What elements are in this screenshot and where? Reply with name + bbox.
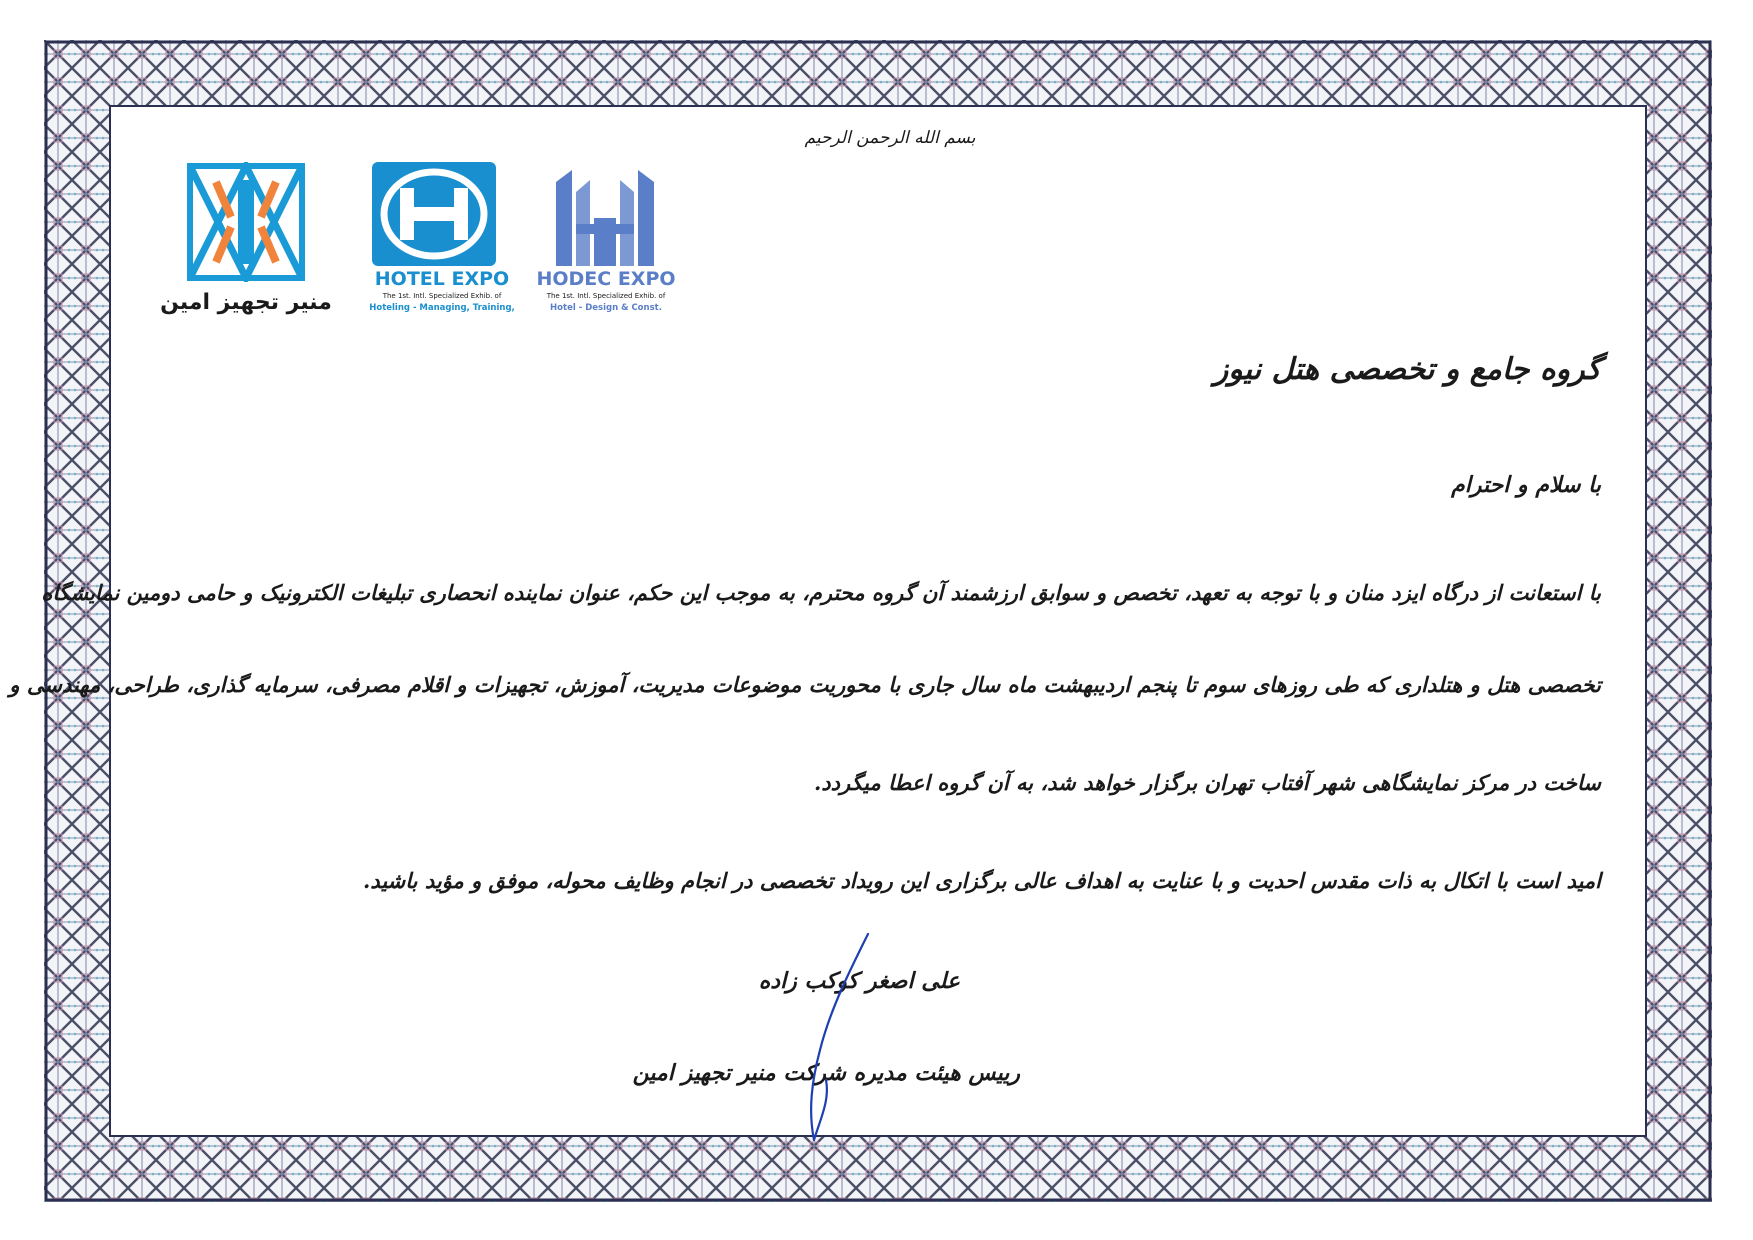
greeting: با سلام و احترام — [1451, 472, 1601, 498]
hotel-expo-subtitle: Hoteling - Managing, Training, — [369, 303, 515, 313]
hodec-expo-logo — [536, 162, 676, 322]
amin-logo-text: منیر تجهیز امین — [160, 290, 332, 315]
amin-logo-mark — [186, 162, 306, 282]
handwritten-signature — [790, 930, 880, 1150]
addressee: گروه جامع و تخصصی هتل نیوز — [1213, 352, 1601, 387]
hodec-expo-mark — [550, 162, 660, 266]
hotel-expo-title: HOTEL EXPO — [374, 268, 510, 290]
hotel-expo-logo — [362, 162, 522, 322]
hodec-expo-tagline: The 1st. Intl. Specialized Exhib. of — [546, 292, 666, 300]
hodec-expo-subtitle: Hotel - Design & Const. — [550, 303, 662, 313]
body-line: با استعانت از درگاه ایزد منان و با توجه به تعهد، تخصص و سوابق ارزشمند آن گروه محترم، به موجب این حکم، عنوان نماینده انحصاری تبلیغات الکترونیک و حامی دومین نمایشگاه — [41, 580, 1601, 605]
body-line: امید است با اتکال به ذات مقدس احدیت و با عنایت به اهداف عالی برگزاری این رویداد تخصصی در انجام وظایف محوله، موفق و مؤید باشید. — [363, 868, 1601, 893]
body-line: ساخت در مرکز نمایشگاهی شهر آفتاب تهران برگزار خواهد شد، به آن گروه اعطا میگردد. — [813, 770, 1601, 795]
signer-name: علی اصغر کوکب زاده — [758, 968, 960, 994]
hotel-expo-tagline: The 1st. Intl. Specialized Exhib. of — [382, 292, 502, 300]
amin-logo — [156, 160, 336, 330]
body-line: تخصصی هتل و هتلداری که طی روزهای سوم تا پنجم اردیبهشت ماه سال جاری با محوریت موضوعات مدیریت، آموزش، تجهیزات و اقلام مصرفی، سرمایه گذاری، طراحی، مهندسی و — [9, 672, 1601, 697]
hotel-expo-mark — [372, 162, 496, 266]
hodec-expo-title: HODEC EXPO — [536, 268, 676, 290]
signer-title: رییس هیئت مدیره شرکت منیر تجهیز امین — [632, 1060, 1020, 1086]
basmala: بسم الله الرحمن الرحیم — [804, 128, 976, 148]
